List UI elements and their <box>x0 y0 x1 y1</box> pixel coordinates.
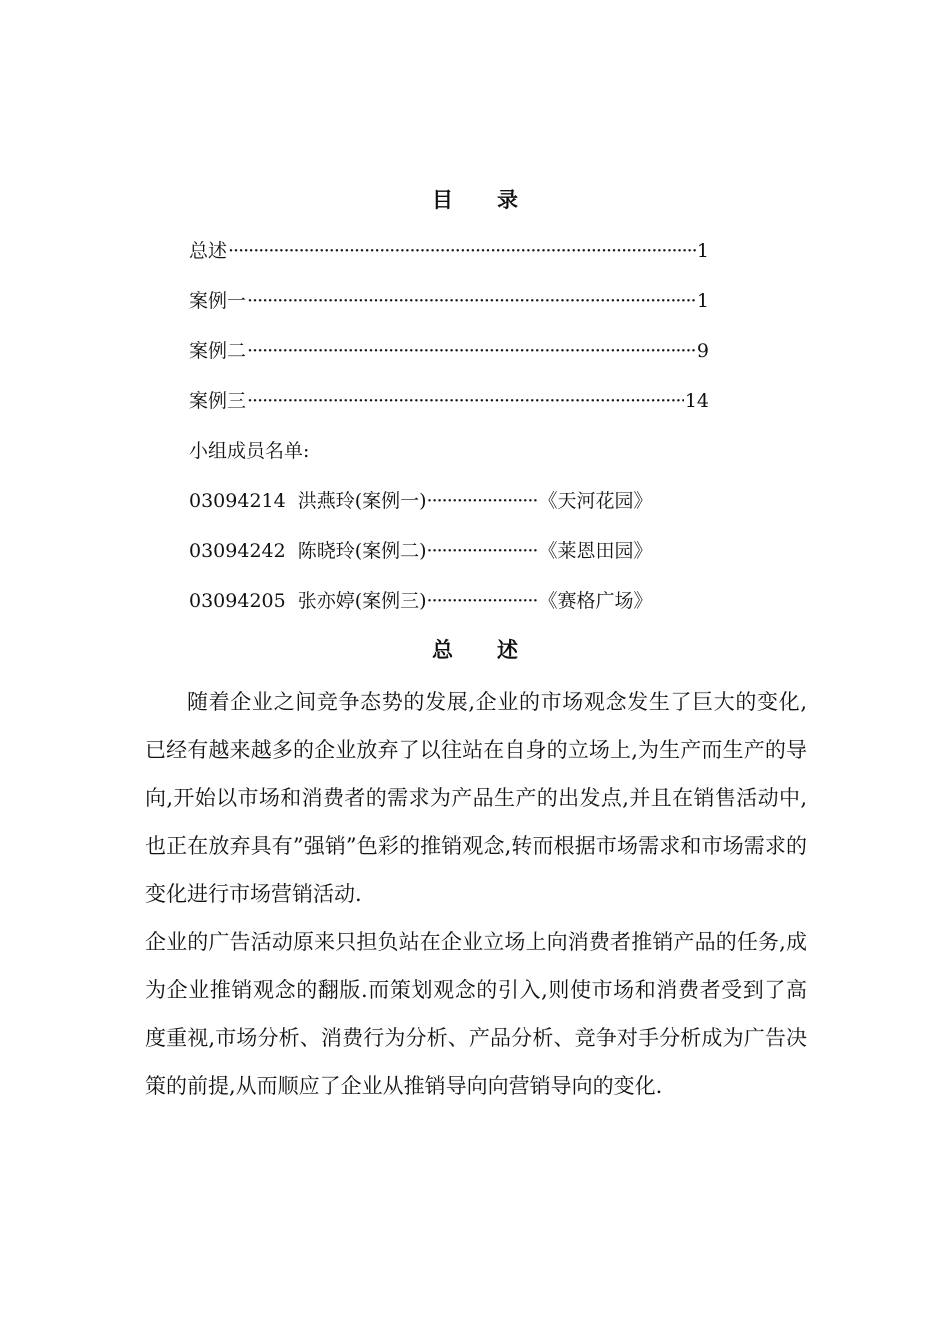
member-student-id: 03094205 <box>189 590 286 612</box>
toc-title <box>0 186 950 214</box>
member-name: 洪燕玲(案例一) <box>297 490 427 512</box>
toc-entry[interactable] <box>189 286 709 336</box>
member-name: 张亦婷(案例三) <box>297 590 427 612</box>
toc-dot-leader <box>247 286 696 316</box>
member-dot-leader <box>427 536 539 566</box>
member-list <box>189 486 709 636</box>
member-row <box>189 536 709 586</box>
toc-entry[interactable] <box>189 386 709 436</box>
member-row <box>189 586 709 636</box>
toc-page-number: 1 <box>696 290 709 312</box>
toc-entry-label: 总述 <box>189 240 228 262</box>
toc-entry-label: 案例一 <box>189 290 247 312</box>
overview-paragraph: 随着企业之间竞争态势的发展,企业的市场观念发生了巨大的变化,已经有越来越多的企业放弃了以往站在自身的立场上,为生产而生产的导向,开始以市场和消费者的需求为产品生产的出发点,并且在销售活动中,也正在放弃具有”强销”色彩的推销观念,转而根据市场需求和市场需求的变化进行市场营销活动. <box>145 690 807 906</box>
toc-entry[interactable] <box>189 336 709 386</box>
overview-title-char: 述 <box>497 637 518 662</box>
member-student-id: 03094214 <box>189 490 286 512</box>
toc-dot-leader <box>247 386 684 416</box>
members-title: 小组成员名单: <box>189 440 310 462</box>
member-project: 《天河花园》 <box>538 490 653 512</box>
toc-entry[interactable] <box>189 236 709 286</box>
toc-page-number: 14 <box>684 390 709 412</box>
toc-page-number: 9 <box>696 340 709 362</box>
toc-title-char: 目 <box>432 187 453 212</box>
member-student-id: 03094242 <box>189 540 286 562</box>
overview-title <box>0 636 950 664</box>
toc-page-number: 1 <box>696 240 709 262</box>
overview-title-char: 总 <box>432 637 453 662</box>
table-of-contents <box>189 236 709 436</box>
member-dot-leader <box>427 486 539 516</box>
member-dot-leader <box>427 586 539 616</box>
member-row <box>189 486 709 536</box>
toc-dot-leader <box>228 236 696 266</box>
member-name: 陈晓玲(案例二) <box>297 540 427 562</box>
toc-title-char: 录 <box>497 187 518 212</box>
member-project: 《赛格广场》 <box>538 590 653 612</box>
overview-paragraph: 企业的广告活动原来只担负站在企业立场上向消费者推销产品的任务,成为企业推销观念的翻版.而策划观念的引入,则使市场和消费者受到了高度重视,市场分析、消费行为分析、产品分析、竞争对手分析成为广告决策的前提,从而顺应了企业从推销导向向营销导向的变化. <box>145 930 807 1098</box>
toc-entry-label: 案例三 <box>189 390 247 412</box>
member-project: 《莱恩田园》 <box>538 540 653 562</box>
toc-entry-label: 案例二 <box>189 340 247 362</box>
toc-dot-leader <box>247 336 696 366</box>
